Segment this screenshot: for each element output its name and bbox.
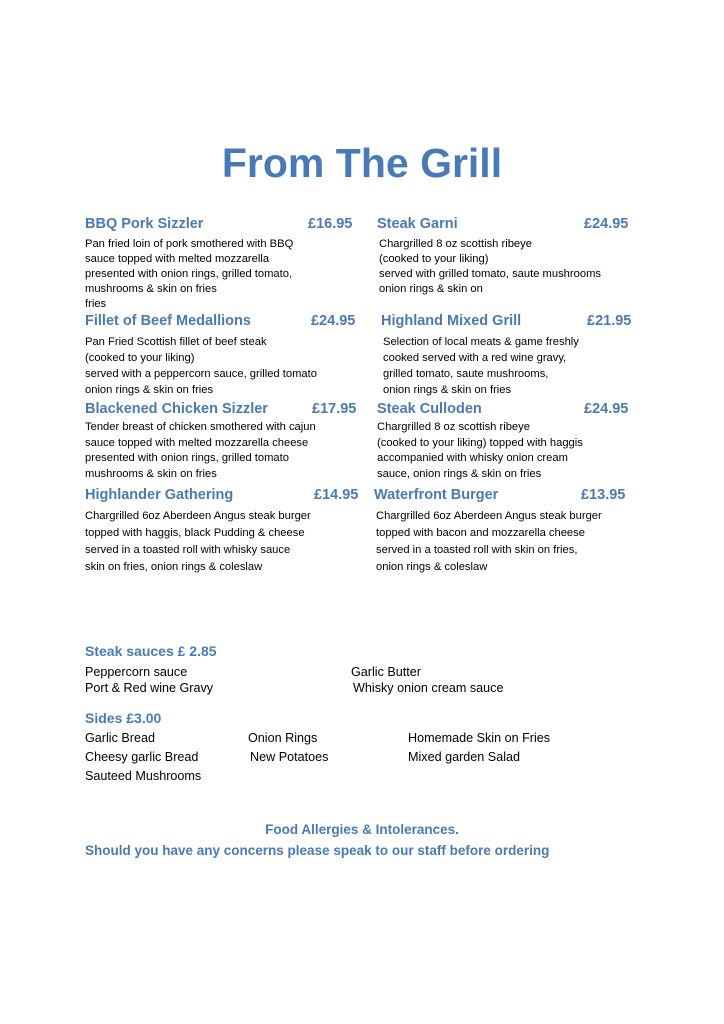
item-price: £24.95	[311, 313, 356, 329]
item-name: Fillet of Beef Medallions	[85, 313, 251, 329]
side-item: Garlic Bread	[85, 731, 155, 745]
item-price: £24.95	[584, 216, 629, 232]
sauce-item: Peppercorn sauce	[85, 665, 188, 679]
item-name: Steak Culloden	[377, 401, 482, 417]
item-description: Chargrilled 8 oz scottish ribeye (cooked to your liking) served with grilled tomato, saute mushrooms onion rings & skin on	[379, 238, 601, 295]
item-description: Chargrilled 8 oz scottish ribeye (cooked to your liking) topped with haggis accompanied with whisky onion cream sauce, onion rings & skin on fries	[377, 421, 583, 480]
sides-heading: Sides £3.00	[85, 710, 162, 726]
item-price: £14.95	[314, 487, 359, 503]
side-item: Homemade Skin on Fries	[408, 731, 551, 745]
allergy-notice-title: Food Allergies & Intolerances.	[265, 822, 459, 837]
sauce-item: Garlic Butter	[351, 665, 421, 679]
item-description: Chargrilled 6oz Aberdeen Angus steak burger topped with haggis, black Pudding & cheese served in a toasted roll with whisky sauce skin on fries, onion rings & coleslaw	[85, 510, 311, 573]
page-title: From The Grill	[221, 140, 503, 186]
side-item: Cheesy garlic Bread	[85, 750, 199, 764]
allergy-notice-text: Should you have any concerns please speak to our staff before ordering	[85, 843, 550, 858]
item-name: Blackened Chicken Sizzler	[85, 401, 268, 417]
item-price: £24.95	[584, 401, 629, 417]
item-name: Highlander Gathering	[85, 487, 234, 503]
side-item: Sauteed Mushrooms	[85, 769, 202, 783]
item-price: £17.95	[312, 401, 357, 417]
item-name: Highland Mixed Grill	[381, 313, 522, 329]
item-description: Selection of local meats & game freshly cooked served with a red wine gravy, grilled tomato, saute mushrooms, onion rings & skin on fries	[383, 336, 579, 396]
item-name: BBQ Pork Sizzler	[85, 216, 204, 232]
item-price: £21.95	[587, 313, 632, 329]
side-item: Onion Rings	[248, 731, 318, 745]
item-description: Pan fried loin of pork smothered with BBQ sauce topped with melted mozzarella presented with onion rings, grilled tomato, mushrooms & skin on fries fries	[85, 238, 294, 310]
item-price: £16.95	[308, 216, 353, 232]
sauces-heading: Steak sauces £ 2.85	[85, 643, 217, 659]
item-description: Tender breast of chicken smothered with cajun sauce topped with melted mozzarella cheese presented with onion rings, grilled tomato mushrooms & skin on fries	[85, 421, 316, 480]
side-item: Mixed garden Salad	[408, 750, 521, 764]
side-item: New Potatoes	[250, 750, 329, 764]
sauce-item: Port & Red wine Gravy	[85, 681, 214, 695]
item-name: Waterfront Burger	[374, 487, 499, 503]
item-price: £13.95	[581, 487, 626, 503]
item-description: Chargrilled 6oz Aberdeen Angus steak burger topped with bacon and mozzarella cheese served in a toasted roll with skin on fries, onion rings & coleslaw	[376, 510, 602, 573]
sauce-item: Whisky onion cream sauce	[353, 681, 504, 695]
item-name: Steak Garni	[377, 216, 458, 232]
item-description: Pan Fried Scottish fillet of beef steak (cooked to your liking) served with a peppercorn sauce, grilled tomato onion rings & skin on fries	[85, 336, 317, 396]
